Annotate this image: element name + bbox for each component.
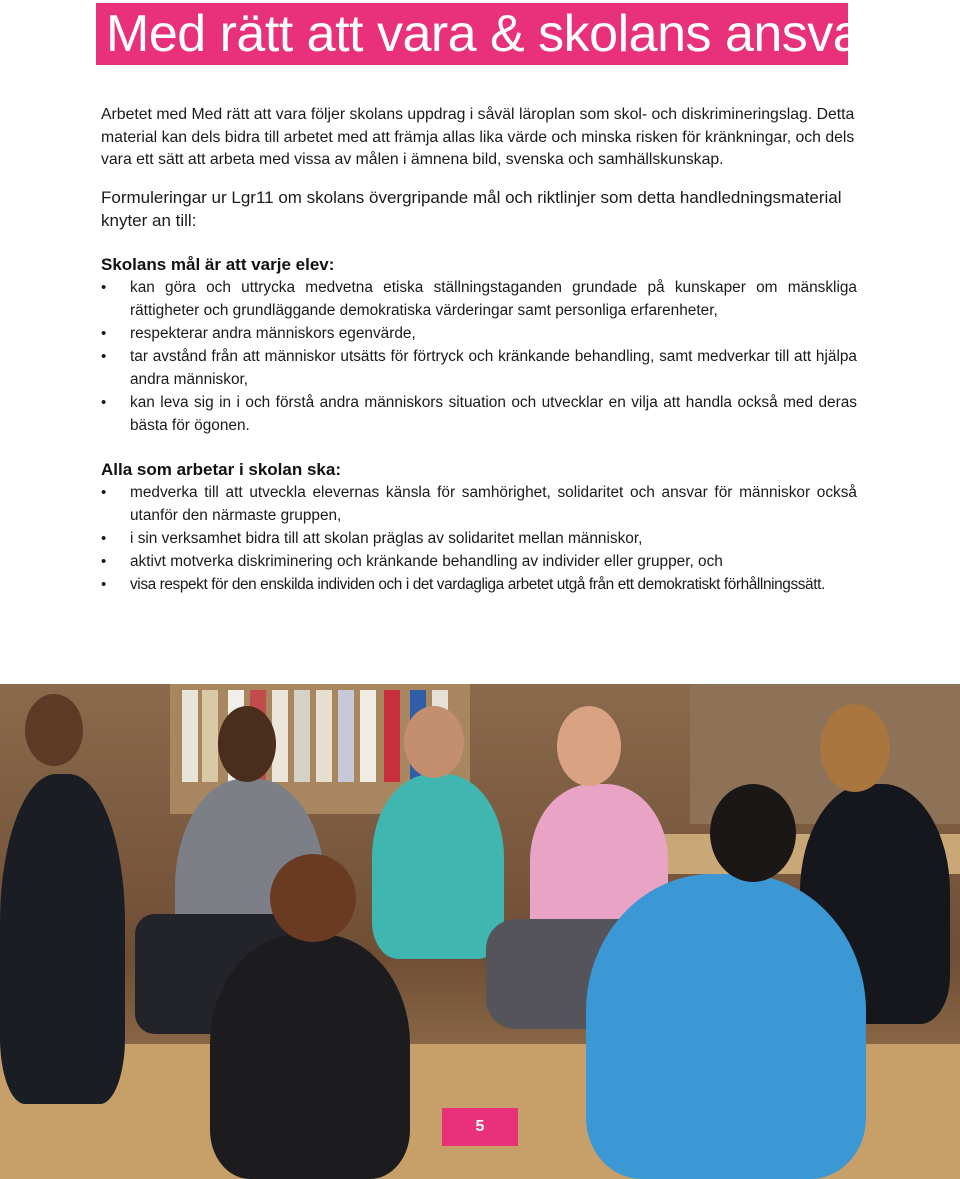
student-left xyxy=(0,774,125,1104)
bullet-icon: • xyxy=(101,552,107,570)
list-item: • respekterar andra människors egenvärde, xyxy=(101,322,857,345)
section-heading: Alla som arbetar i skolan ska: xyxy=(101,459,341,479)
bullet-icon: • xyxy=(101,347,107,365)
list-item: • medverka till att utveckla elevernas känsla för samhörighet, solidaritet och ansvar för människor också utanför den närmaste gruppen, xyxy=(101,481,857,527)
bullet-icon: • xyxy=(101,483,107,501)
list-item: • tar avstånd från att människor utsätts för förtryck och kränkande behandling, samt medverkar till att hjälpa andra människor, xyxy=(101,345,857,391)
classroom-photo xyxy=(0,684,960,1179)
list-item: • visa respekt för den enskilda individen och i det vardagliga arbetet utgå från ett demokratiskt förhållningssätt. xyxy=(101,573,857,596)
body-text xyxy=(101,104,857,596)
bullet-icon: • xyxy=(101,575,107,593)
lead-paragraph: Formuleringar ur Lgr11 om skolans övergripande mål och riktlinjer som detta handledningsmaterial knyter an till: xyxy=(101,187,842,230)
list-item: • aktivt motverka diskriminering och kränkande behandling av individer eller grupper, och xyxy=(101,550,857,573)
list-item: • kan leva sig in i och förstå andra människors situation och utvecklar en vilja att handla också med deras bästa för ögonen. xyxy=(101,391,857,437)
intro-paragraph: Arbetet med Med rätt att vara följer skolans uppdrag i såväl läroplan som skol- och diskrimineringslag. Detta material kan dels bidra till arbetet med att främja allas lika värde och minska risken för kränkningar, och dels vara ett sätt att arbeta med vissa av målen i ämnena bild, svenska och samhällskunskap. xyxy=(101,106,855,168)
page-title: Med rätt att vara & skolans ansvar xyxy=(106,5,879,63)
list-item: • i sin verksamhet bidra till att skolan präglas av solidaritet mellan människor, xyxy=(101,527,857,550)
bullet-icon: • xyxy=(101,393,107,411)
bullet-list xyxy=(101,481,857,596)
bullet-icon: • xyxy=(101,278,107,296)
section-student-goals xyxy=(101,254,857,437)
list-item: • kan göra och uttrycka medvetna etiska ställningstaganden grundade på kunskaper om mänskliga rättigheter och grundläggande demokratiska värderingar samt personliga erfarenheter, xyxy=(101,276,857,322)
adult-foreground xyxy=(210,934,410,1179)
student-teal xyxy=(372,774,504,959)
bullet-icon: • xyxy=(101,529,107,547)
bullet-list xyxy=(101,276,857,437)
page-number: 5 xyxy=(442,1108,518,1146)
section-heading: Skolans mål är att varje elev: xyxy=(101,254,335,274)
title-banner xyxy=(96,3,879,65)
bullet-icon: • xyxy=(101,324,107,342)
adult-blue-shirt xyxy=(586,874,866,1179)
section-staff-duties xyxy=(101,459,857,596)
